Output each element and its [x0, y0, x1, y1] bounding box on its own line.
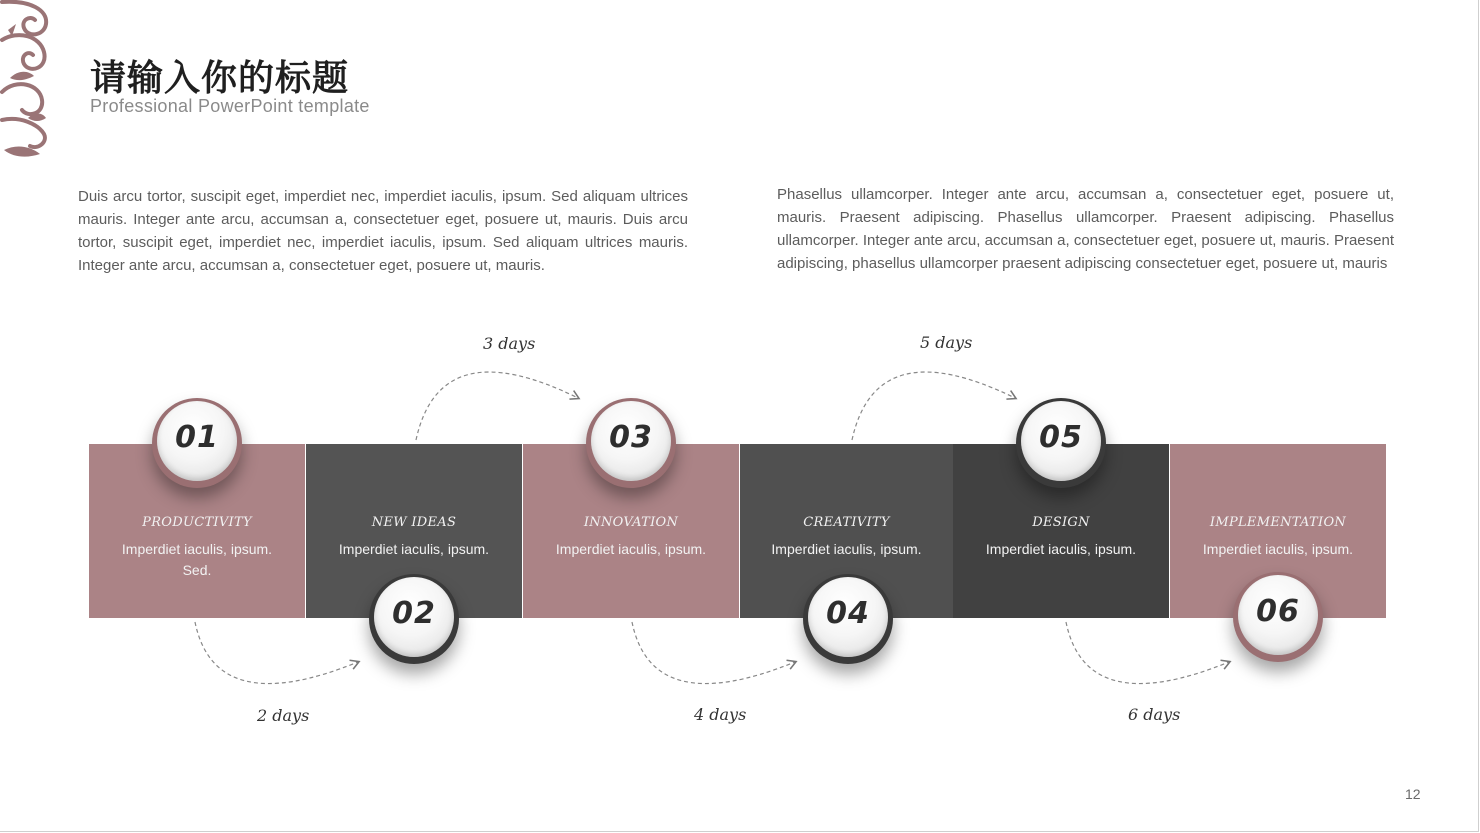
left-paragraph: Duis arcu tortor, suscipit eget, imperdiet nec, imperdiet iaculis, ipsum. Sed aliquam ultrices mauris. Integer ante arcu, accumsan a, consectetuer eget, posuere ut, mauris. Duis arcu tortor, suscipit eget, imperdiet nec, imperdiet iaculis, ipsum. Sed aliquam ultrices mauris. Integer ante arcu, accumsan a, consectetuer eget, posuere ut, mauris. — [78, 188, 688, 274]
duration-label-4: 5 days — [920, 333, 973, 352]
page-number: 12 — [1405, 786, 1421, 802]
step-badge-6 — [1233, 572, 1323, 662]
arc-6-days — [1066, 622, 1229, 684]
step-badge-2 — [369, 574, 459, 664]
arc-3-days — [416, 372, 578, 440]
step-title: NEW IDEAS — [371, 515, 457, 530]
duration-label-2: 3 days — [483, 334, 536, 353]
step-badge-4 — [803, 574, 893, 664]
step-description: Imperdiet iaculis, ipsum. — [771, 541, 922, 557]
duration-label-1: 2 days — [257, 706, 310, 725]
step-number: 03 — [609, 420, 653, 455]
step-number: 06 — [1256, 594, 1300, 629]
arc-2-days — [195, 622, 358, 684]
duration-label-3: 4 days — [694, 705, 747, 724]
arc-5-days — [852, 372, 1015, 440]
arc-4-days — [632, 622, 795, 684]
step-badge-1 — [152, 398, 242, 488]
page-subtitle: Professional PowerPoint template — [90, 96, 370, 116]
step-title: INNOVATION — [583, 515, 679, 530]
step-title: CREATIVITY — [803, 515, 890, 530]
step-description: Imperdiet iaculis, ipsum. — [985, 541, 1137, 557]
step-title: PRODUCTIVITY — [142, 515, 252, 530]
step-title: DESIGN — [1032, 515, 1090, 530]
step-number: 05 — [1039, 420, 1083, 455]
right-paragraph: Phasellus ullamcorper. Integer ante arcu, accumsan a, consectetuer eget, posuere ut, mauris. Praesent adipiscing. Phasellus ullamcorper. Praesent adipiscing. Phasellus ullamcorper. Integer ante arcu, accumsan a, consectetuer eget, posuere ut, mauris. Praesent adipiscing, phasellus ullamcorper praesent adipiscing consectetuer eget, posuere ut, mauris — [777, 186, 1394, 272]
step-number: 01 — [175, 420, 219, 455]
page-title: 请输入你的标题 — [90, 57, 350, 99]
step-number: 02 — [392, 596, 436, 631]
step-badge-5 — [1016, 398, 1106, 488]
step-badge-3 — [586, 398, 676, 488]
step-description: Imperdiet iaculis, ipsum. — [1202, 541, 1354, 557]
step-title: IMPLEMENTATION — [1209, 515, 1347, 530]
step-description: Imperdiet iaculis, ipsum. — [555, 541, 707, 557]
step-number: 04 — [826, 596, 870, 631]
duration-label-5: 6 days — [1128, 705, 1181, 724]
step-description: Imperdiet iaculis, ipsum. — [338, 541, 490, 557]
step-description: Imperdiet iaculis, ipsum. Sed. — [121, 541, 273, 578]
